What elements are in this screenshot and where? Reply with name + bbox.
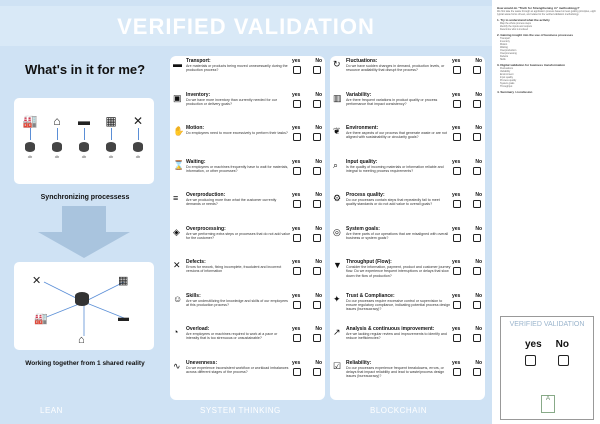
yes-no-labels bbox=[292, 259, 322, 265]
warehouse-icon: ⌂ bbox=[78, 334, 85, 346]
answer-checkboxes bbox=[453, 234, 481, 242]
yes-no-labels bbox=[452, 360, 482, 366]
people-icon: ☺ bbox=[173, 293, 183, 304]
down-arrow-icon bbox=[38, 232, 130, 258]
answer-checkboxes bbox=[453, 301, 481, 309]
stack-icon: ≡ bbox=[173, 193, 179, 203]
reference-list-item: Defects bbox=[500, 55, 509, 58]
mini-title: VERIFIED VALIDATION bbox=[509, 321, 585, 328]
question-title: Transport: bbox=[186, 58, 211, 64]
question-row bbox=[170, 324, 325, 358]
yes-no-labels bbox=[292, 125, 322, 131]
reference-section-1: 1. Try to understand what the activity bbox=[497, 18, 550, 22]
yes-checkbox[interactable] bbox=[453, 334, 461, 342]
question-row bbox=[330, 291, 485, 325]
question-row bbox=[170, 157, 325, 191]
no-checkbox[interactable] bbox=[313, 167, 321, 175]
question-title: Reliability: bbox=[346, 359, 372, 366]
no-label: No bbox=[315, 292, 322, 299]
no-checkbox[interactable] bbox=[473, 133, 481, 141]
answer-checkboxes bbox=[293, 334, 321, 342]
reference-list-item: Map the whole process steps bbox=[500, 22, 531, 25]
yes-checkbox[interactable] bbox=[293, 167, 301, 175]
reference-heading: How would do "Truth for Strengthening in" methodology? bbox=[497, 6, 580, 10]
no-label: No bbox=[315, 58, 322, 64]
question-text: Are there frequent variations in product quality or process performance that impact consistency? bbox=[346, 97, 438, 106]
no-label: No bbox=[475, 192, 482, 198]
reference-list-item: Transport bbox=[500, 37, 511, 40]
no-label: No bbox=[475, 359, 482, 366]
no-label: No bbox=[475, 91, 482, 98]
mini-yes-checkbox[interactable] bbox=[525, 355, 536, 366]
no-checkbox[interactable] bbox=[313, 301, 321, 309]
yes-label: yes bbox=[292, 259, 301, 265]
truck-icon: ▬ bbox=[78, 114, 90, 128]
yes-label: yes bbox=[452, 225, 461, 232]
answer-checkboxes bbox=[293, 100, 321, 108]
answer-checkboxes bbox=[453, 167, 481, 175]
no-label: No bbox=[475, 158, 482, 165]
yes-label: yes bbox=[452, 91, 461, 98]
yes-no-labels bbox=[292, 293, 322, 299]
yes-label: yes bbox=[452, 259, 461, 265]
reference-list-item: Fluctuations bbox=[500, 67, 513, 70]
no-label: No bbox=[475, 125, 482, 131]
yes-checkbox[interactable] bbox=[293, 334, 301, 342]
no-label: No bbox=[315, 91, 322, 98]
answer-checkboxes bbox=[453, 368, 481, 376]
answer-checkboxes bbox=[293, 234, 321, 242]
mini-no-checkbox[interactable] bbox=[558, 355, 569, 366]
no-label: No bbox=[475, 326, 482, 332]
yes-no-labels bbox=[292, 159, 322, 165]
no-checkbox[interactable] bbox=[313, 368, 321, 376]
question-text: Are employees or machines required to work at a pace or intensity that is too strenuous or unsustainable? bbox=[186, 332, 278, 341]
yes-checkbox[interactable] bbox=[453, 234, 461, 242]
mini-yes-no bbox=[525, 339, 569, 350]
question-title: Process quality: bbox=[346, 192, 385, 198]
yes-checkbox[interactable] bbox=[453, 133, 461, 141]
no-label: No bbox=[475, 58, 482, 64]
no-label: No bbox=[475, 259, 482, 265]
question-title: Environment: bbox=[346, 125, 379, 131]
answer-checkboxes bbox=[293, 267, 321, 275]
swirl-icon: ↻ bbox=[333, 59, 341, 69]
gear-icon: ⚙ bbox=[333, 193, 342, 203]
question-title: Analysis & continuous improvement: bbox=[346, 326, 435, 332]
page-title: VERIFIED VALIDATION bbox=[117, 14, 375, 39]
yes-checkbox[interactable] bbox=[293, 133, 301, 141]
wave-icon: ∿ bbox=[173, 360, 181, 371]
sync-icon-row bbox=[20, 114, 148, 128]
yes-checkbox[interactable] bbox=[453, 301, 461, 309]
no-checkbox[interactable] bbox=[473, 100, 481, 108]
no-checkbox[interactable] bbox=[313, 334, 321, 342]
reference-list-item: Identify the inputs and outputs bbox=[500, 25, 532, 28]
reference-list-item: System goals bbox=[500, 82, 515, 85]
question-title: Overproduction: bbox=[186, 192, 226, 198]
gauge-icon: ◔ bbox=[173, 327, 179, 337]
hand-icon: ✋ bbox=[173, 126, 185, 136]
reference-list-item: Throughput bbox=[500, 85, 513, 88]
no-label: No bbox=[315, 192, 322, 198]
question-row bbox=[170, 291, 325, 325]
yes-no-labels bbox=[292, 192, 322, 198]
no-checkbox[interactable] bbox=[473, 301, 481, 309]
database-row bbox=[20, 142, 148, 159]
logo-icon: A bbox=[541, 395, 555, 413]
no-label: No bbox=[315, 225, 322, 232]
shop-icon: ▦ bbox=[118, 275, 129, 287]
yes-label: yes bbox=[452, 192, 461, 198]
answer-checkboxes bbox=[293, 200, 321, 208]
no-checkbox[interactable] bbox=[313, 100, 321, 108]
question-row bbox=[330, 123, 485, 157]
question-title: Variability: bbox=[346, 91, 372, 98]
no-label: No bbox=[475, 292, 482, 299]
yes-no-labels bbox=[292, 226, 322, 232]
question-text: Are we producing more than what the customer currently demands or needs? bbox=[186, 198, 277, 207]
question-title: Waiting: bbox=[186, 158, 206, 165]
reference-list-2 bbox=[497, 37, 597, 61]
mini-no-label: No bbox=[555, 339, 569, 350]
yes-checkbox[interactable] bbox=[453, 167, 461, 175]
question-text: Are we underutilizing the knowledge and skills of our employees at this production process? bbox=[186, 298, 288, 307]
question-row bbox=[330, 56, 485, 90]
yes-no-labels bbox=[452, 226, 482, 232]
yes-no-labels bbox=[292, 92, 322, 98]
reference-intro: We first take the waste through an application process based on lean guiding principles, eight typical waste forms of lean, and related to the verified validation methodology. bbox=[497, 10, 596, 16]
question-title: Fluctuations: bbox=[346, 58, 378, 64]
leaf-icon: ❦ bbox=[333, 126, 341, 136]
reference-list-item: Process quality bbox=[500, 79, 517, 82]
together-caption: Working together from 1 shared reality bbox=[25, 360, 145, 367]
question-title: Inventory: bbox=[186, 91, 211, 98]
no-checkbox[interactable] bbox=[473, 368, 481, 376]
question-text: Do employees need to move excessively to perform their tasks? bbox=[186, 131, 288, 135]
question-text: Are we performing extra steps or processes that do not add value for the customer? bbox=[186, 231, 291, 240]
reference-list-item: Overproduction bbox=[500, 49, 517, 52]
sync-caption: Synchronizing processess bbox=[40, 194, 130, 201]
question-row bbox=[170, 257, 325, 291]
question-text: Are there aspects of our process that generate waste or are not aligned with sustainability or circularity goals? bbox=[346, 131, 447, 140]
yes-checkbox[interactable] bbox=[293, 100, 301, 108]
answer-checkboxes bbox=[453, 200, 481, 208]
yes-label: yes bbox=[452, 125, 461, 131]
reference-page bbox=[497, 4, 597, 420]
no-checkbox[interactable] bbox=[473, 200, 481, 208]
question-title: Overprocessing: bbox=[186, 225, 226, 232]
question-title: Trust & Compliance: bbox=[346, 292, 395, 299]
footer-blockchain: BLOCKCHAIN bbox=[370, 406, 428, 415]
reference-list-item: Inventory bbox=[500, 40, 510, 43]
footer-lean: LEAN bbox=[40, 406, 63, 415]
target-icon: ◎ bbox=[333, 226, 341, 237]
no-label: No bbox=[315, 158, 322, 165]
question-row bbox=[330, 90, 485, 124]
yes-label: yes bbox=[292, 225, 301, 232]
reference-section-2: 2. Gaining insight into the use of business processes bbox=[497, 33, 574, 37]
warehouse-icon: ⌂ bbox=[53, 114, 61, 128]
question-title: Throughput (Flow): bbox=[346, 259, 392, 265]
answer-checkboxes bbox=[293, 133, 321, 141]
yes-label: yes bbox=[292, 192, 301, 198]
no-checkbox[interactable] bbox=[313, 200, 321, 208]
yes-checkbox[interactable] bbox=[453, 368, 461, 376]
no-checkbox[interactable] bbox=[473, 234, 481, 242]
no-checkbox[interactable] bbox=[473, 267, 481, 275]
sync-card bbox=[14, 98, 154, 184]
no-label: No bbox=[315, 259, 322, 265]
factory-icon: 🏭 bbox=[34, 313, 48, 325]
no-checkbox[interactable] bbox=[473, 167, 481, 175]
question-text: Are there parts of our operations that are misaligned with overall business or system goals? bbox=[346, 231, 449, 240]
yes-checkbox[interactable] bbox=[293, 267, 301, 275]
answer-checkboxes bbox=[453, 66, 481, 74]
reference-text bbox=[497, 4, 597, 94]
database-icon: db bbox=[74, 142, 94, 159]
yes-no-labels bbox=[452, 259, 482, 265]
truck-icon: ▬ bbox=[118, 312, 129, 324]
question-row bbox=[170, 123, 325, 157]
question-row bbox=[330, 157, 485, 191]
question-title: Motion: bbox=[186, 125, 205, 131]
reference-list-item: Overprocessing bbox=[500, 52, 517, 55]
shop-icon: ▦ bbox=[105, 114, 117, 128]
no-label: No bbox=[315, 125, 322, 131]
yes-checkbox[interactable] bbox=[293, 200, 301, 208]
question-title: Overload: bbox=[186, 326, 210, 332]
question-row bbox=[170, 358, 325, 392]
reference-list-item: Variability bbox=[500, 70, 511, 73]
question-text: Are materials or products being moved unnecessarily during the production process? bbox=[186, 64, 288, 73]
down-arrow-shaft bbox=[62, 206, 106, 234]
reference-list-3 bbox=[497, 67, 597, 88]
question-text: Do our processes experience frequent breakdowns, errors, or delays that impact reliability and lead to waste/process design issues (bureaucracy)? bbox=[346, 365, 445, 379]
yes-no-labels bbox=[292, 326, 322, 332]
truck-icon: ▬ bbox=[173, 59, 182, 69]
sync-connectors bbox=[20, 128, 148, 140]
yes-no-labels bbox=[452, 58, 482, 64]
yes-no-labels bbox=[452, 92, 482, 98]
yes-label: yes bbox=[292, 158, 301, 165]
yes-checkbox[interactable] bbox=[453, 267, 461, 275]
question-text: Is the quality of incoming materials or information reliable and integral to meeting process requirements? bbox=[346, 164, 444, 173]
answer-checkboxes bbox=[453, 334, 481, 342]
question-text: Errors for rework, fixing incomplete, fraudulent and incorrect versions of information bbox=[186, 265, 282, 274]
shared-card bbox=[14, 262, 154, 350]
no-label: No bbox=[315, 359, 322, 366]
yes-no-labels bbox=[452, 159, 482, 165]
question-column-left bbox=[170, 56, 325, 400]
yes-no-labels bbox=[452, 125, 482, 131]
magnifier-icon: ⌕ bbox=[333, 159, 339, 170]
reference-list-item: Input quality bbox=[500, 76, 513, 79]
question-title: Input quality: bbox=[346, 158, 378, 165]
yes-checkbox[interactable] bbox=[293, 234, 301, 242]
no-checkbox[interactable] bbox=[313, 133, 321, 141]
no-checkbox[interactable] bbox=[473, 66, 481, 74]
no-label: No bbox=[315, 326, 322, 332]
reference-list-item: Environment bbox=[500, 73, 514, 76]
question-text: Do we experience inconsistent workflow or workload imbalances across different stages of the process? bbox=[186, 365, 289, 374]
footer-system-thinking: SYSTEM THINKING bbox=[200, 406, 281, 415]
fork-knife-icon: ✕ bbox=[32, 275, 42, 287]
hourglass-icon: ⌛ bbox=[173, 159, 185, 170]
reference-list-item: Skills bbox=[500, 58, 506, 61]
mini-preview-card bbox=[500, 316, 594, 420]
yes-no-labels bbox=[452, 192, 482, 198]
yes-label: yes bbox=[452, 359, 461, 366]
factory-icon: 🏭 bbox=[22, 114, 38, 128]
question-title: Defects: bbox=[186, 259, 206, 265]
yes-label: yes bbox=[292, 125, 301, 131]
answer-checkboxes bbox=[293, 66, 321, 74]
fork-knife-icon: ✕ bbox=[132, 114, 144, 128]
reference-section-4: 4. Summary / conclusion bbox=[497, 90, 533, 94]
question-text: Do we have more inventory than currently needed for our production or delivery goals? bbox=[186, 97, 277, 106]
yes-no-labels bbox=[292, 58, 322, 64]
question-text: Do our processes contain steps that repeatedly fail to meet quality standards or do not add value to overall goals? bbox=[346, 198, 440, 207]
database-icon: db bbox=[101, 142, 121, 159]
question-row bbox=[330, 358, 485, 392]
reference-list-item: Motion bbox=[500, 43, 508, 46]
answer-checkboxes bbox=[293, 368, 321, 376]
yes-no-labels bbox=[452, 326, 482, 332]
funnel-icon: ▼ bbox=[333, 260, 342, 270]
question-text: Are we lacking regular review and improvements to identify and reduce inefficiencies? bbox=[346, 332, 447, 341]
no-label: No bbox=[475, 225, 482, 232]
no-checkbox[interactable] bbox=[313, 66, 321, 74]
yes-no-labels bbox=[292, 360, 322, 366]
mini-yes-label: yes bbox=[525, 339, 542, 350]
handshake-icon: ✦ bbox=[333, 293, 341, 304]
box-icon: ▣ bbox=[173, 92, 182, 103]
question-title: Skills: bbox=[186, 292, 201, 299]
no-checkbox[interactable] bbox=[313, 267, 321, 275]
question-row bbox=[170, 224, 325, 258]
database-icon: db bbox=[47, 142, 67, 159]
answer-checkboxes bbox=[453, 100, 481, 108]
question-column-right bbox=[330, 56, 485, 400]
yes-label: yes bbox=[452, 58, 461, 64]
question-row bbox=[330, 190, 485, 224]
trend-icon: ↗ bbox=[333, 327, 341, 337]
reference-list-item: Waiting bbox=[500, 46, 508, 49]
x-icon: ✕ bbox=[173, 260, 181, 270]
question-text: Consider the information, payment, product and customer journey flow. Do we experience frequent interruptions or delays that slow down the flow of production? bbox=[346, 265, 451, 278]
question-row bbox=[330, 224, 485, 258]
reference-list-item: Determine who is involved bbox=[500, 28, 528, 31]
yes-label: yes bbox=[452, 326, 461, 332]
question-row bbox=[170, 90, 325, 124]
yes-label: yes bbox=[292, 58, 301, 64]
shared-database-icon bbox=[70, 292, 94, 306]
database-icon: db bbox=[20, 142, 40, 159]
no-checkbox[interactable] bbox=[313, 234, 321, 242]
checklist-icon: ☑ bbox=[333, 360, 342, 371]
yes-label: yes bbox=[292, 359, 301, 366]
answer-checkboxes bbox=[453, 133, 481, 141]
yes-checkbox[interactable] bbox=[453, 200, 461, 208]
yes-no-labels bbox=[452, 293, 482, 299]
question-row bbox=[330, 257, 485, 291]
yes-checkbox[interactable] bbox=[293, 66, 301, 74]
yes-label: yes bbox=[292, 91, 301, 98]
yes-label: yes bbox=[452, 292, 461, 299]
yes-label: yes bbox=[452, 158, 461, 165]
question-text: Do employees or machines frequently have to wait for materials, information, or other processes? bbox=[186, 164, 289, 173]
layers-icon: ◈ bbox=[173, 226, 180, 237]
question-row bbox=[330, 324, 485, 358]
yes-checkbox[interactable] bbox=[453, 100, 461, 108]
yes-checkbox[interactable] bbox=[293, 368, 301, 376]
question-text: Do our processes require excessive control or supervision to ensure regulatory compliance, indicating potential process design issues (bureaucracy)? bbox=[346, 298, 451, 312]
yes-label: yes bbox=[292, 292, 301, 299]
question-row bbox=[170, 56, 325, 90]
answer-checkboxes bbox=[293, 167, 321, 175]
question-row bbox=[170, 190, 325, 224]
yes-checkbox[interactable] bbox=[293, 301, 301, 309]
headline: What's in it for me? bbox=[24, 62, 146, 77]
question-title: Unevenness: bbox=[186, 359, 218, 366]
question-text: Do we have sudden changes in demand, production levels, or resource availability that disrupt the process? bbox=[346, 64, 445, 73]
yes-label: yes bbox=[292, 326, 301, 332]
answer-checkboxes bbox=[293, 301, 321, 309]
chart-icon: ▥ bbox=[333, 92, 342, 103]
answer-checkboxes bbox=[453, 267, 481, 275]
database-icon: db bbox=[128, 142, 148, 159]
reference-section-3: 3. Digital validation for business transformation bbox=[497, 63, 566, 67]
reference-list-1 bbox=[497, 22, 597, 31]
yes-checkbox[interactable] bbox=[453, 66, 461, 74]
question-title: System goals: bbox=[346, 225, 380, 232]
no-checkbox[interactable] bbox=[473, 334, 481, 342]
mini-checkboxes bbox=[525, 355, 569, 366]
